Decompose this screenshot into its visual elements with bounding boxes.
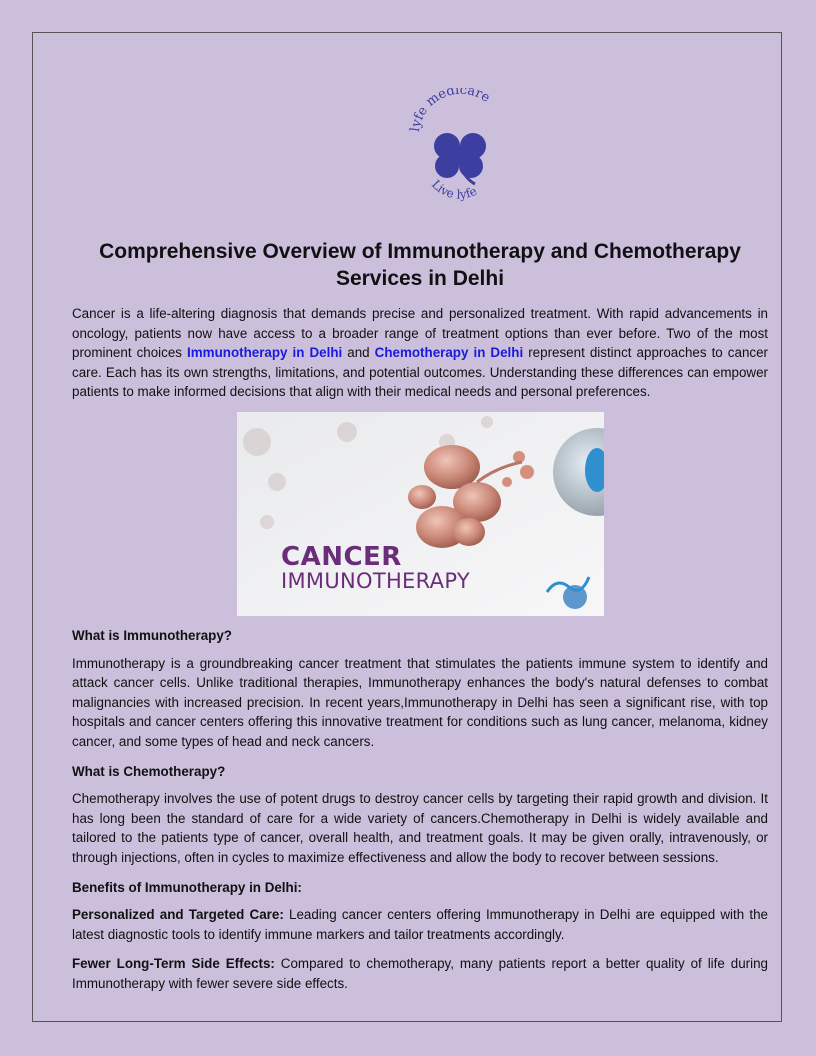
benefit-personalized-lead: Personalized and Targeted Care: (72, 907, 284, 923)
benefit-side-effects: Fewer Long-Term Side Effects: Compared to chemotherapy, many patients report a better quality of life during Immunotherapy with fewer severe side effects. (72, 956, 768, 991)
chemotherapy-link[interactable]: Chemotherapy in Delhi (374, 345, 524, 361)
immunotherapy-heading: What is Immunotherapy? (72, 627, 232, 643)
document-body (72, 304, 768, 1003)
benefit-personalized: Personalized and Targeted Care: Leading cancer centers offering Immunotherapy in Delhi are equipped with the latest diagnostic tools to identify immune markers and tailor treatments accordingly. (72, 907, 768, 942)
hero-title-immunotherapy: IMMUNOTHERAPY (281, 568, 470, 593)
hero-title-cancer: CANCER (281, 541, 402, 572)
chemotherapy-paragraph: Chemotherapy involves the use of potent drugs to destroy cancer cells by targeting their rapid growth and division. It has long been the standard of care for a wide variety of cancers.Chemotherapy in Delhi is widely available and tailored to the patients type of cancer, overall health, and treatment goals. It may be given orally, intravenously, or through injections, often in cycles to maximize effectiveness and allow the body to recover between sessions. (72, 791, 768, 865)
chemotherapy-heading: What is Chemotherapy? (72, 763, 226, 779)
immunotherapy-link[interactable]: Immunotherapy in Delhi (187, 345, 343, 361)
hero-caption (281, 541, 470, 593)
clover-icon (405, 88, 515, 208)
svg-text:Live lyfe: Live lyfe (428, 177, 480, 202)
benefit-side-effects-lead: Fewer Long-Term Side Effects: (72, 956, 275, 972)
page-title: Comprehensive Overview of Immunotherapy and Chemotherapy Services in Delhi (99, 240, 741, 290)
intro-paragraph: Cancer is a life-altering diagnosis that demands precise and personalized treatment. With rapid advancements in oncology, patients now have access to a broader range of treatment options than ever before. Two of the most prominent choices Immunotherapy in Delhi and Chemotherapy in Delhi represent distinct approaches to cancer care. Each has its own strengths, limitations, and potential outcomes. Understanding these differences can empower patients to make informed decisions that align with their medical needs and personal preferences. (72, 306, 768, 400)
benefits-heading: Benefits of Immunotherapy in Delhi: (72, 879, 302, 895)
immunotherapy-paragraph: Immunotherapy is a groundbreaking cancer treatment that stimulates the patients immune system to identify and attack cancer cells. Unlike traditional therapies, Immunotherapy enhances the body's natural defenses to combat malignancies with increased precision. In recent years,Immunotherapy in Delhi has seen a significant rise, with top hospitals and cancer centers offering this innovative treatment for conditions such as lung cancer, melanoma, kidney cancer, and some types of head and neck cancers. (72, 655, 768, 749)
svg-text:lyfe medicare: lyfe medicare (408, 88, 493, 133)
company-logo (405, 88, 515, 208)
cancer-immunotherapy-image (237, 412, 604, 616)
